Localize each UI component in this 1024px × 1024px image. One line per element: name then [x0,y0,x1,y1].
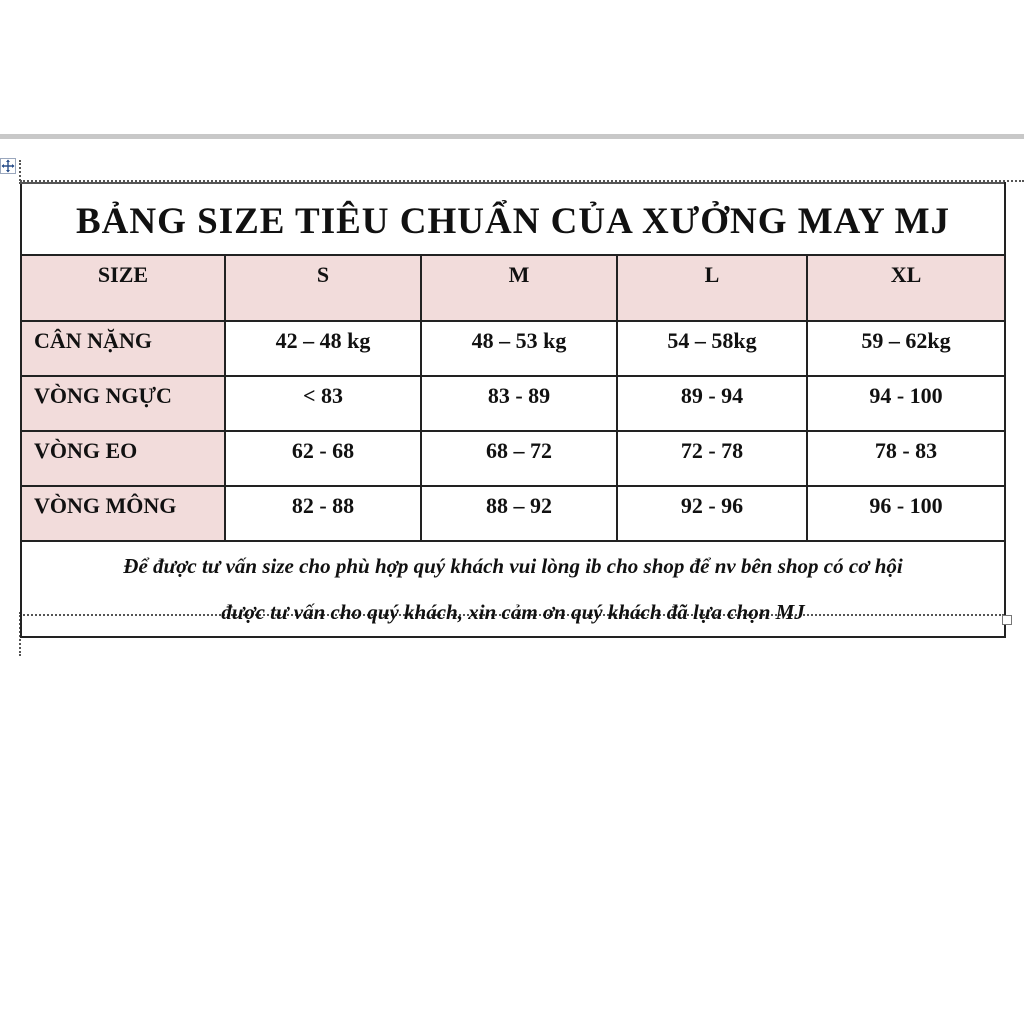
row-label-waist[interactable]: VÒNG EO [21,431,225,486]
table-cell[interactable]: 78 - 83 [807,431,1005,486]
table-cell[interactable]: 62 - 68 [225,431,421,486]
header-cell-l[interactable]: L [617,255,807,321]
table-cell[interactable]: 54 – 58kg [617,321,807,376]
note-line-2: được tư vấn cho quý khách, xin cảm ơn quý khách đã lựa chọn MJ [221,600,805,624]
table-cell[interactable]: 94 - 100 [807,376,1005,431]
table-cell[interactable]: 82 - 88 [225,486,421,541]
note-line-1: Để được tư vấn size cho phù hợp quý khách vui lòng ib cho shop để nv bên shop có cơ hội [123,554,903,578]
table-cell[interactable]: 42 – 48 kg [225,321,421,376]
table-cell[interactable]: 59 – 62kg [807,321,1005,376]
table-cell[interactable]: 89 - 94 [617,376,807,431]
size-chart-table [20,182,1006,638]
consultation-note[interactable] [21,541,1005,637]
table-cell[interactable]: 88 – 92 [421,486,617,541]
header-cell-s[interactable]: S [225,255,421,321]
move-arrows-icon[interactable] [0,158,16,174]
table-row [21,486,1005,541]
header-cell-size[interactable]: SIZE [21,255,225,321]
table-cell[interactable]: 72 - 78 [617,431,807,486]
table-title-text: BẢNG SIZE TIÊU CHUẨN CỦA XƯỞNG MAY MJ [75,200,951,242]
table-row [21,321,1005,376]
table-cell[interactable]: 48 – 53 kg [421,321,617,376]
table-row [21,431,1005,486]
table-cell[interactable]: 96 - 100 [807,486,1005,541]
table-cell[interactable]: 92 - 96 [617,486,807,541]
table-cell[interactable]: 68 – 72 [421,431,617,486]
row-label-bust[interactable]: VÒNG NGỰC [21,376,225,431]
table-cell[interactable]: < 83 [225,376,421,431]
table-cell[interactable]: 83 - 89 [421,376,617,431]
header-row [21,255,1005,321]
resize-square-icon[interactable] [1002,615,1012,625]
row-label-weight[interactable]: CÂN NẶNG [21,321,225,376]
header-cell-m[interactable]: M [421,255,617,321]
table-row [21,376,1005,431]
row-label-hip[interactable]: VÒNG MÔNG [21,486,225,541]
table-title[interactable] [21,183,1005,255]
header-cell-xl[interactable]: XL [807,255,1005,321]
ruler-divider [0,134,1024,139]
